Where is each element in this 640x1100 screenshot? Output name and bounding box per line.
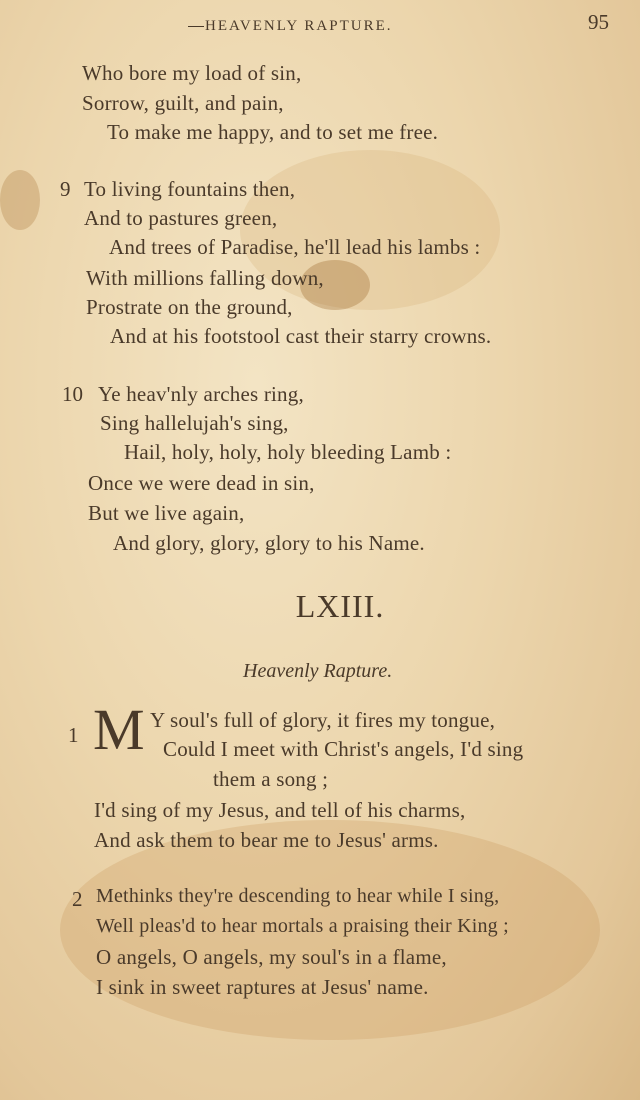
verse9-line: Prostrate on the ground, [86, 295, 293, 319]
verse8-line: Who bore my load of sin, [82, 61, 302, 85]
verse8-line: To make me happy, and to set me free. [107, 120, 439, 144]
header-rule [188, 26, 204, 27]
hverse1-line: them a song ; [213, 767, 329, 791]
verse10-line: Ye heav'nly arches ring, [98, 382, 304, 406]
verse-number: 1 [68, 723, 79, 747]
drop-cap: M [93, 697, 145, 762]
hverse2-line: O angels, O angels, my soul's in a flame, [96, 945, 447, 969]
verse9-line: And to pastures green, [84, 206, 278, 230]
verse10-line: Once we were dead in sin, [88, 471, 315, 495]
hverse1-line: I'd sing of my Jesus, and tell of his charms, [94, 798, 466, 822]
hverse2-line: Well pleas'd to hear mortals a praising their King ; [96, 915, 509, 937]
verse9-line: With millions falling down, [86, 266, 324, 290]
verse-number: 9 [60, 177, 71, 201]
verse9-line: And trees of Paradise, he'll lead his lambs : [109, 235, 481, 259]
hverse2-line: Methinks they're descending to hear while I sing, [96, 885, 500, 907]
hverse1-line: And ask them to bear me to Jesus' arms. [94, 828, 439, 852]
hymn-title: Heavenly Rapture. [243, 660, 393, 682]
hverse1-line: Could I meet with Christ's angels, I'd sing [163, 737, 524, 761]
verse9-line: And at his footstool cast their starry crowns. [110, 324, 492, 348]
hverse2-line: I sink in sweet raptures at Jesus' name. [96, 975, 429, 999]
verse10-line: And glory, glory, glory to his Name. [113, 531, 425, 555]
verse10-line: Sing hallelujah's sing, [100, 411, 289, 435]
verse10-line: But we live again, [88, 501, 245, 525]
page-number: 95 [588, 10, 609, 34]
verse10-line: Hail, holy, holy, holy bleeding Lamb : [124, 440, 452, 464]
verse-number: 2 [72, 887, 83, 911]
hymn-number: LXIII. [295, 588, 385, 624]
hverse1-line: Y soul's full of glory, it fires my tongue, [150, 708, 496, 732]
verse8-line: Sorrow, guilt, and pain, [82, 91, 284, 115]
running-header: HEAVENLY RAPTURE. [205, 18, 393, 34]
verse-number: 10 [62, 382, 83, 406]
verse9-line: To living fountains then, [84, 177, 296, 201]
